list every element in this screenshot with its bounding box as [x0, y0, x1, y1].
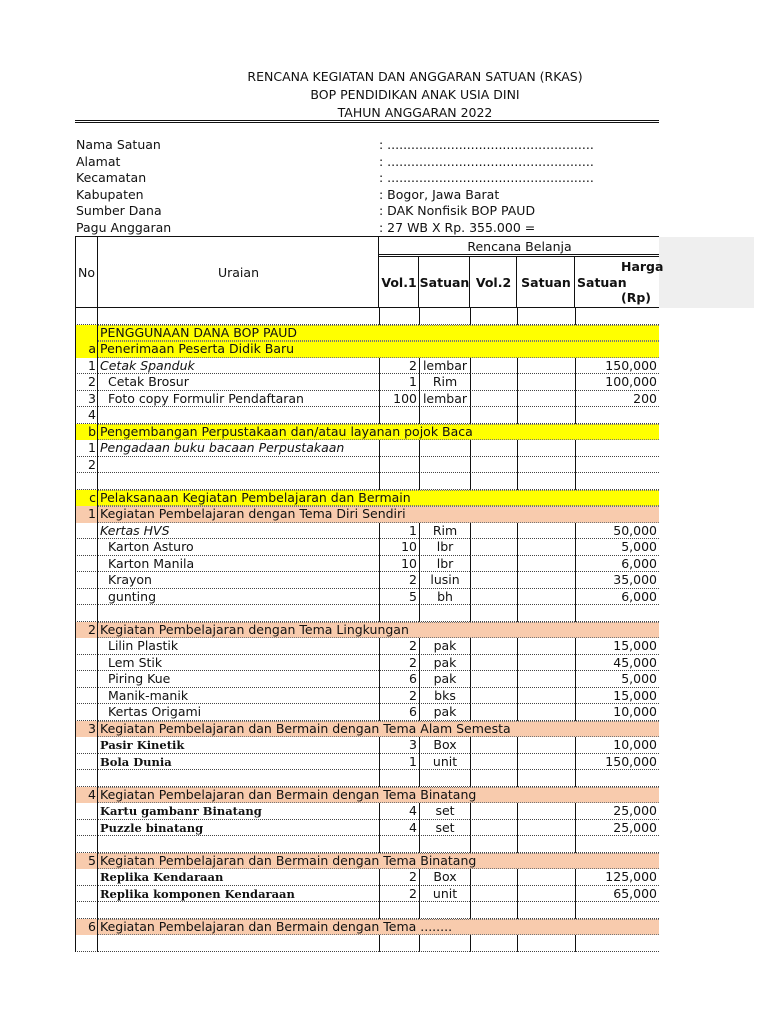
cell-no [75, 820, 98, 837]
cell-satuan2 [517, 935, 575, 952]
cell-satuan1 [419, 935, 470, 952]
cell-satuan2 [517, 589, 575, 606]
cell-vol1: 4 [379, 803, 419, 820]
cell-harga: 5,000 [575, 539, 659, 556]
cell-uraian [98, 902, 379, 919]
cell-vol1 [379, 770, 419, 787]
cell-no: 5 [88, 852, 96, 868]
cell-no [75, 935, 98, 952]
vline-sat1-head [469, 256, 470, 307]
cell-vol2 [470, 523, 517, 540]
cell-satuan2 [517, 605, 575, 622]
cell-no [75, 539, 98, 556]
cell-vol1: 6 [379, 671, 419, 688]
cell-no: 2 [75, 457, 98, 474]
info-label-alamat: Alamat [76, 153, 121, 169]
info-value-sumber-dana: : DAK Nonfisik BOP PAUD [379, 203, 536, 218]
cell-no [75, 737, 98, 754]
cell-vol1 [379, 308, 419, 325]
header-rencana-belanja: Rencana Belanja [467, 238, 572, 254]
cell-no [75, 704, 98, 721]
cell-satuan2 [517, 869, 575, 886]
cell-uraian: Foto copy Formulir Pendaftaran [98, 391, 379, 408]
header-uraian: Uraian [217, 264, 259, 280]
cell-satuan1 [419, 407, 470, 424]
header-harga-satuan [575, 259, 664, 307]
cell-no [75, 886, 98, 903]
cell-vol2 [470, 655, 517, 672]
info-value-nama-satuan: : .................................................... [379, 137, 594, 152]
cell-vol1: 10 [379, 539, 419, 556]
cell-uraian: Cetak Brosur [98, 374, 379, 391]
cell-satuan2 [517, 556, 575, 573]
cell-vol1 [379, 473, 419, 490]
cell-harga: 65,000 [575, 886, 659, 903]
cell-satuan1: bks [419, 688, 470, 705]
cell-no: 3 [75, 391, 98, 408]
info-value-kabupaten: : Bogor, Jawa Barat [379, 186, 500, 202]
cell-harga [575, 457, 659, 474]
cell-vol2 [470, 572, 517, 589]
cell-satuan1 [419, 473, 470, 490]
cell-uraian: Pengembangan Perpustakaan dan/atau layanan pojok Baca [100, 423, 473, 439]
cell-harga [575, 440, 659, 457]
cell-vol1 [379, 457, 419, 474]
cell-no: 4 [75, 407, 98, 424]
cell-satuan2 [517, 655, 575, 672]
info-label-kecamatan: Kecamatan [76, 170, 147, 185]
cell-satuan1 [419, 836, 470, 853]
cell-vol2 [470, 671, 517, 688]
cell-satuan1: unit [419, 886, 470, 903]
cell-vol2 [470, 704, 517, 721]
cell-no [75, 308, 98, 325]
cell-vol1: 1 [379, 374, 419, 391]
cell-satuan1: set [419, 820, 470, 837]
cell-satuan1: pak [419, 638, 470, 655]
cell-satuan2 [517, 638, 575, 655]
cell-uraian [98, 935, 379, 952]
cell-satuan1: Box [419, 737, 470, 754]
cell-harga: 6,000 [575, 556, 659, 573]
cell-vol2 [470, 902, 517, 919]
cell-uraian: Lem Stik [98, 655, 379, 672]
header-vol2: Vol.2 [475, 274, 512, 290]
cell-vol1: 100 [379, 391, 419, 408]
cell-satuan2 [517, 737, 575, 754]
cell-satuan1: lembar [419, 358, 470, 375]
cell-uraian [98, 605, 379, 622]
cell-vol2 [470, 556, 517, 573]
info-value-pagu-anggaran: : 27 WB X Rp. 355.000 = [379, 219, 536, 235]
cell-vol1: 2 [379, 358, 419, 375]
cell-satuan2 [517, 391, 575, 408]
cell-satuan2 [517, 374, 575, 391]
cell-satuan2 [517, 671, 575, 688]
info-label-nama-satuan: Nama Satuan [76, 137, 161, 152]
cell-harga: 35,000 [575, 572, 659, 589]
cell-satuan2 [517, 572, 575, 589]
info-label-pagu-anggaran: Pagu Anggaran [76, 219, 172, 235]
header-harga-line3: (Rp) [621, 290, 651, 305]
vline-no [97, 237, 98, 952]
cell-vol2 [470, 688, 517, 705]
cell-harga: 5,000 [575, 671, 659, 688]
cell-uraian: Karton Asturo [98, 539, 379, 556]
header-shade [659, 237, 754, 308]
cell-vol1 [379, 935, 419, 952]
cell-uraian: Manik-manik [98, 688, 379, 705]
cell-uraian: Kartu gambanr Binatang [98, 803, 379, 820]
cell-no: 1 [75, 358, 98, 375]
cell-vol2 [470, 308, 517, 325]
cell-uraian: Pengadaan buku bacaan Perpustakaan [98, 440, 379, 457]
cell-uraian: Cetak Spanduk [98, 358, 379, 375]
cell-vol1: 10 [379, 556, 419, 573]
cell-vol2 [470, 589, 517, 606]
cell-vol1: 6 [379, 704, 419, 721]
cell-vol2 [470, 638, 517, 655]
cell-satuan2 [517, 803, 575, 820]
cell-satuan1: lbr [419, 539, 470, 556]
cell-satuan1: lbr [419, 556, 470, 573]
cell-satuan1: Rim [419, 523, 470, 540]
cell-harga: 25,000 [575, 803, 659, 820]
cell-uraian [98, 407, 379, 424]
cell-vol2 [470, 886, 517, 903]
cell-no [75, 770, 98, 787]
cell-no [75, 688, 98, 705]
cell-vol2 [470, 473, 517, 490]
header-vol1: Vol.1 [381, 274, 417, 290]
cell-no [75, 803, 98, 820]
cell-satuan1: pak [419, 655, 470, 672]
cell-uraian: Kegiatan Pembelajaran dengan Tema Diri Sendiri [100, 506, 406, 521]
cell-satuan2 [517, 754, 575, 771]
cell-no [75, 754, 98, 771]
cell-satuan1: Box [419, 869, 470, 886]
info-value-kecamatan: : .................................................... [379, 170, 594, 185]
header-harga-line2: Satuan [577, 274, 627, 290]
cell-no [75, 902, 98, 919]
vline-sat2-head [574, 256, 575, 307]
cell-satuan2 [517, 902, 575, 919]
cell-harga: 10,000 [575, 704, 659, 721]
cell-vol1 [379, 836, 419, 853]
cell-no [75, 836, 98, 853]
cell-uraian: Penerimaan Peserta Didik Baru [100, 341, 295, 356]
cell-vol2 [470, 457, 517, 474]
cell-no [75, 473, 98, 490]
cell-satuan1 [419, 308, 470, 325]
cell-vol2 [470, 869, 517, 886]
info-label-sumber-dana: Sumber Dana [76, 203, 162, 218]
cell-no: 2 [75, 374, 98, 391]
cell-no: a [88, 341, 96, 356]
cell-vol2 [470, 935, 517, 952]
cell-no: 6 [88, 918, 96, 934]
cell-harga: 10,000 [575, 737, 659, 754]
cell-vol1: 4 [379, 820, 419, 837]
cell-harga: 25,000 [575, 820, 659, 837]
cell-harga: 50,000 [575, 523, 659, 540]
cell-vol1: 3 [379, 737, 419, 754]
cell-satuan2 [517, 820, 575, 837]
title-rule-1 [75, 120, 659, 121]
cell-satuan2 [517, 886, 575, 903]
cell-vol1 [379, 440, 419, 457]
cell-vol1: 5 [379, 589, 419, 606]
cell-satuan1: set [419, 803, 470, 820]
cell-vol1 [379, 902, 419, 919]
cell-satuan2 [517, 440, 575, 457]
cell-vol1 [379, 407, 419, 424]
cell-satuan1: pak [419, 704, 470, 721]
cell-vol1: 1 [379, 754, 419, 771]
cell-satuan1 [419, 440, 470, 457]
cell-no [75, 589, 98, 606]
cell-harga: 45,000 [575, 655, 659, 672]
cell-vol1: 1 [379, 523, 419, 540]
cell-harga [575, 407, 659, 424]
cell-uraian [98, 457, 379, 474]
cell-uraian: Piring Kue [98, 671, 379, 688]
cell-satuan1: Rim [419, 374, 470, 391]
cell-harga: 200 [575, 391, 659, 408]
cell-vol1: 2 [379, 638, 419, 655]
cell-satuan2 [517, 770, 575, 787]
cell-uraian: PENGGUNAAN DANA BOP PAUD [100, 324, 298, 340]
cell-vol2 [470, 374, 517, 391]
doc-title-line1: RENCANA KEGIATAN DAN ANGGARAN SATUAN (RKAS) [247, 69, 583, 84]
cell-satuan2 [517, 457, 575, 474]
cell-satuan2 [517, 407, 575, 424]
cell-uraian: gunting [98, 589, 379, 606]
cell-harga: 100,000 [575, 374, 659, 391]
cell-no [75, 523, 98, 540]
cell-vol1: 2 [379, 572, 419, 589]
cell-satuan2 [517, 688, 575, 705]
doc-title-line2: BOP PENDIDIKAN ANAK USIA DINI [310, 87, 520, 102]
cell-uraian: Kertas Origami [98, 704, 379, 721]
cell-vol2 [470, 803, 517, 820]
cell-satuan2 [517, 836, 575, 853]
cell-vol2 [470, 358, 517, 375]
vline-vol1-head [418, 256, 419, 307]
cell-vol2 [470, 539, 517, 556]
cell-harga: 6,000 [575, 589, 659, 606]
title-rule-2 [75, 122, 659, 123]
cell-satuan2 [517, 473, 575, 490]
cell-uraian [98, 308, 379, 325]
cell-satuan2 [517, 523, 575, 540]
cell-satuan1 [419, 605, 470, 622]
cell-harga: 125,000 [575, 869, 659, 886]
cell-uraian: Kertas HVS [98, 523, 379, 540]
cell-uraian: Puzzle binatang [98, 820, 379, 837]
cell-no [75, 325, 98, 342]
header-satuan2: Satuan [521, 274, 571, 290]
cell-no: 1 [75, 440, 98, 457]
cell-harga [575, 605, 659, 622]
cell-uraian: Replika Kendaraan [98, 869, 379, 886]
cell-harga: 15,000 [575, 688, 659, 705]
cell-no [75, 869, 98, 886]
vline-vol2-head [516, 256, 517, 307]
cell-satuan1: pak [419, 671, 470, 688]
cell-satuan2 [517, 539, 575, 556]
header-satuan1: Satuan [419, 274, 470, 290]
cell-vol2 [470, 737, 517, 754]
cell-harga [575, 935, 659, 952]
cell-uraian: Pasir Kinetik [98, 737, 379, 754]
cell-vol1: 2 [379, 655, 419, 672]
vline-uraian-head [378, 237, 379, 307]
cell-vol1: 2 [379, 886, 419, 903]
cell-satuan2 [517, 704, 575, 721]
cell-harga: 15,000 [575, 638, 659, 655]
cell-satuan1: unit [419, 754, 470, 771]
cell-harga: 150,000 [575, 358, 659, 375]
cell-uraian [98, 473, 379, 490]
cell-no: 3 [88, 720, 96, 736]
cell-satuan1: lusin [419, 572, 470, 589]
header-harga-line1: Harga [621, 259, 664, 274]
cell-uraian [98, 836, 379, 853]
cell-no [75, 638, 98, 655]
cell-satuan1: bh [419, 589, 470, 606]
cell-vol1: 2 [379, 869, 419, 886]
cell-uraian: Pelaksanaan Kegiatan Pembelajaran dan Bermain [100, 489, 411, 505]
cell-vol2 [470, 407, 517, 424]
cell-uraian: Replika komponen Kendaraan [98, 886, 379, 903]
cell-uraian: Kegiatan Pembelajaran dan Bermain dengan Tema Binatang [100, 786, 477, 802]
cell-vol1 [379, 605, 419, 622]
cell-uraian: Kegiatan Pembelajaran dan Bermain dengan Tema Alam Semesta [100, 720, 511, 736]
cell-uraian: Karton Manila [98, 556, 379, 573]
cell-uraian: Kegiatan Pembelajaran dan Bermain dengan Tema ........ [100, 918, 453, 934]
cell-no [75, 671, 98, 688]
cell-vol2 [470, 605, 517, 622]
cell-uraian: Lilin Plastik [98, 638, 379, 655]
cell-uraian: Kegiatan Pembelajaran dan Bermain dengan Tema Binatang [100, 852, 477, 868]
cell-satuan1 [419, 457, 470, 474]
header-no: No [78, 264, 95, 280]
cell-vol2 [470, 770, 517, 787]
cell-no: c [89, 489, 96, 505]
cell-vol2 [470, 391, 517, 408]
cell-harga [575, 836, 659, 853]
vline-left [75, 237, 76, 952]
cell-uraian: Bola Dunia [98, 754, 379, 771]
cell-satuan2 [517, 308, 575, 325]
cell-no [75, 556, 98, 573]
cell-uraian: Krayon [98, 572, 379, 589]
cell-no: 4 [88, 786, 96, 802]
doc-title-line3: TAHUN ANGGARAN 2022 [337, 105, 493, 120]
cell-no: 1 [88, 506, 96, 521]
cell-no [75, 572, 98, 589]
cell-uraian [98, 770, 379, 787]
cell-vol2 [470, 836, 517, 853]
cell-no [75, 605, 98, 622]
cell-no [75, 655, 98, 672]
cell-harga [575, 770, 659, 787]
cell-satuan1 [419, 902, 470, 919]
cell-satuan1 [419, 770, 470, 787]
cell-harga [575, 473, 659, 490]
cell-satuan2 [517, 358, 575, 375]
cell-vol1: 2 [379, 688, 419, 705]
cell-vol2 [470, 754, 517, 771]
cell-vol2 [470, 440, 517, 457]
cell-no: b [88, 423, 96, 439]
cell-uraian: Kegiatan Pembelajaran dengan Tema Lingkungan [100, 621, 409, 637]
cell-no: 2 [88, 621, 96, 637]
cell-harga [575, 308, 659, 325]
cell-harga [575, 902, 659, 919]
info-value-alamat: : .................................................... [379, 153, 594, 169]
info-label-kabupaten: Kabupaten [76, 186, 144, 202]
cell-vol2 [470, 820, 517, 837]
cell-satuan1: lembar [419, 391, 470, 408]
cell-harga: 150,000 [575, 754, 659, 771]
